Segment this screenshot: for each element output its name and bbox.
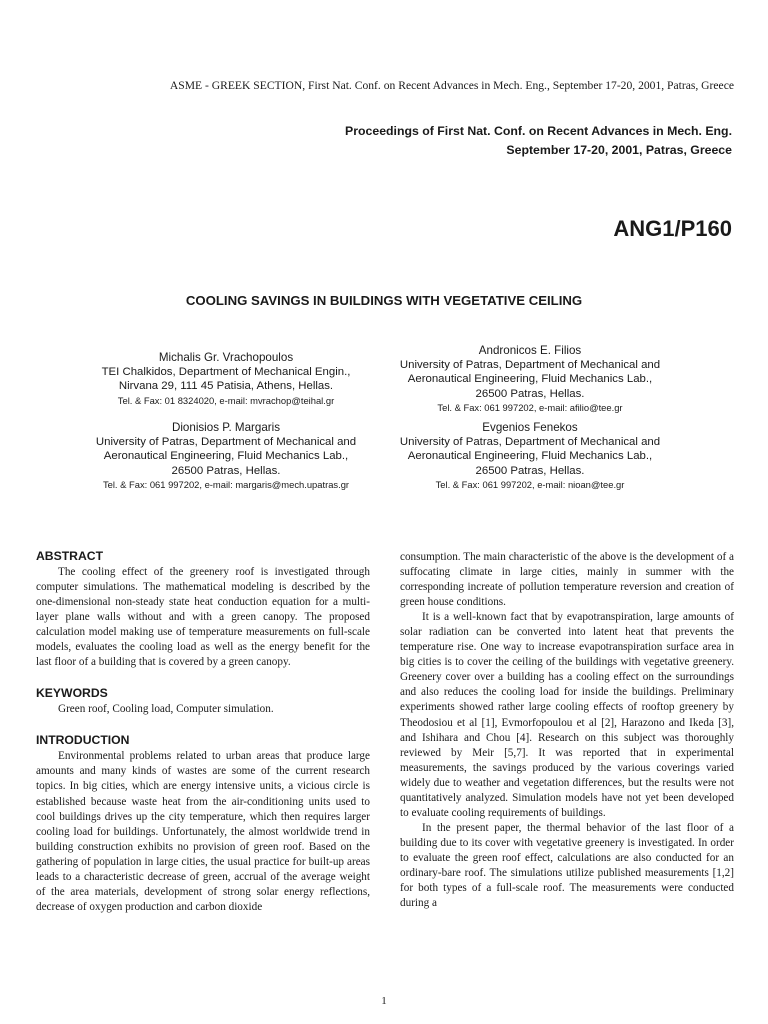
author-affiliation-line: Nirvana 29, 111 45 Patisia, Athens, Hellas. [118,380,334,393]
author-affiliation-line: 26500 Patras, Hellas. [475,464,585,477]
author-affiliation-line: Aeronautical Engineering, Fluid Mechanics Lab., [103,450,349,463]
author-block-1 [76,351,376,408]
author-affiliation-line: Aeronautical Engineering, Fluid Mechanics Lab., [407,373,653,386]
introduction-paragraph-1: Environmental problems related to urban areas that produce large amounts and many kinds of wastes are some of the current research topics. In big cities, which are energy intensive units, a vicious circle is established because waste heat from the air-conditioning units used to cool buildings drives up the city temperature, which then requires larger cooling load for buildings. Unfortunately, the almost worldwide trend in building construction exhibits no provision of green roof. Based on the gathering of population in large cities, the usual practice for built-up areas leads to a characteristic decrease of green, accrual of the average weight of the area materials, development of strong solar energy reflections, decrease of oxygen production and carbon dioxide [36,750,370,913]
keywords-text: Green roof, Cooling load, Computer simulation. [58,703,274,716]
introduction-paragraph-3: In the present paper, the thermal behavior of the last floor of a building due to its cover with vegetative greenery is investigated. In order to evaluate the green roof effect, calculations are also conducted for an ordinary-bare roof. The simulations utilize published measurements [1,2] for both types of a full-scale roof. The measurements were conducted during a [400,821,734,910]
author-affiliation-line: TEI Chalkidos, Department of Mechanical Engin., [101,366,351,378]
abstract-heading: ABSTRACT [36,549,104,563]
author-affiliation-line: University of Patras, Department of Mechanical and [399,436,661,448]
page-number: 1 [381,995,387,1007]
introduction-paragraph-2: It is a well-known fact that by evapotranspiration, large amounts of solar radiation can be converted into latent heat that prevents the temperature rise. One way to increase evapotranspiration surface area in big cities is to cover the ceiling of the buildings with vegetative greenery. Greenery cover over a building has a cooling effect on the surroundings and also reduces the cooling load for inside the buildings. Preliminary experiments showed rather large cooling effects of rooftop greenery by Theodosiou et al [1], Evmorfopoulou et al [2], Harazono and Ikeda [3], and Ishihara and Chou [4]. Research on this subject was thoroughly reviewed by Meir [5,7]. It was reported that in experimental measurements, the savings produced by the various coverings varied widely due to weather and vegetation differences, but the results were not quantitatively analyzed. Simulation models have not yet been developed to evaluate cooling requirements of buildings. [400,611,734,819]
author-contact: Tel. & Fax: 061 997202, e-mail: nioan@tee.gr [435,479,625,491]
author-contact: Tel. & Fax: 01 8324020, e-mail: mvrachop@teihal.gr [117,394,335,406]
author-name: Dionisios P. Margaris [171,421,281,434]
author-name: Evgenios Fenekos [482,421,578,434]
author-name: Michalis Gr. Vrachopoulos [158,351,294,364]
author-name: Andronicos E. Filios [478,344,582,357]
left-column [36,548,370,915]
keywords-heading: KEYWORDS [36,686,108,701]
author-block-3 [76,421,376,492]
author-contact: Tel. & Fax: 061 997202, e-mail: margaris@mech.upatras.gr [102,479,350,491]
proceedings-line-2: September 17-20, 2001, Patras, Greece [506,143,732,157]
right-column [400,550,734,911]
author-affiliation-line: University of Patras, Department of Mechanical and [95,436,357,448]
proceedings-line-1: Proceedings of First Nat. Conf. on Recent Advances in Mech. Eng. [345,124,732,138]
author-contact: Tel. & Fax: 061 997202, e-mail: afilio@tee.gr [437,402,623,414]
paper-title: COOLING SAVINGS IN BUILDINGS WITH VEGETATIVE CEILING [185,293,583,308]
author-affiliation-line: Aeronautical Engineering, Fluid Mechanics Lab., [407,450,653,463]
introduction-heading: INTRODUCTION [36,733,130,748]
introduction-paragraph-1-continued: consumption. The main characteristic of the above is the development of a suffocating climate in large cities, mainly in summer with the corresponding increate of pollution temperature reversion and creation of green house conditions. [400,551,734,609]
author-affiliation-line: University of Patras, Department of Mechanical and [399,359,661,371]
author-block-4 [380,421,680,492]
paper-id: ANG1/P160 [613,216,732,241]
author-affiliation-line: 26500 Patras, Hellas. [171,464,281,477]
conference-header: ASME - GREEK SECTION, First Nat. Conf. on Recent Advances in Mech. Eng., September 17-20, 2001, Patras, Greece [169,79,734,92]
abstract-text: The cooling effect of the greenery roof is investigated through computer simulations. The mathematical modeling is described by the one-dimensional non-steady state heat conduction equation for a multi-layer plane walls without and with a green canopy. The proposed calculation model making use of temperature measurements on full-scale models, evaluates the cooling load as well as the energy benefit for the last floor of a building that is covered by a green canopy. [36,566,370,669]
author-affiliation-line: 26500 Patras, Hellas. [475,387,585,400]
proceedings-block [232,122,732,160]
author-block-2 [380,344,680,415]
